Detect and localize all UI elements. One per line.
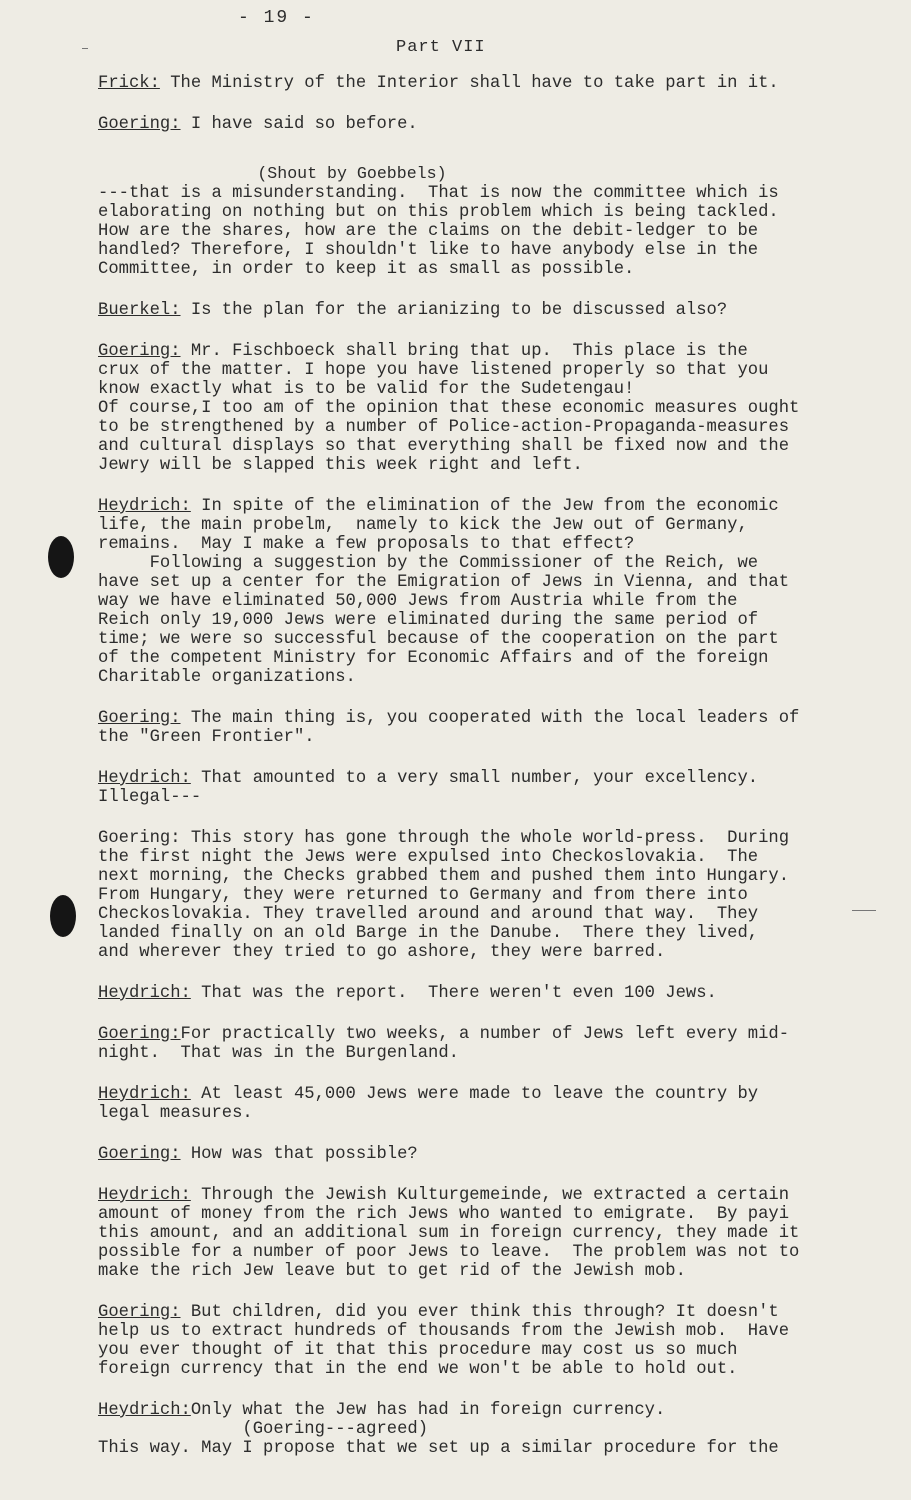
text-line: Jewry will be slapped this week right and left. [98,456,583,475]
speaker-label: Heydrich: [98,497,191,516]
paragraph [98,115,888,134]
text-line: to be strengthened by a number of Police-action-Propaganda-measures [98,418,790,437]
text-line: handled? Therefore, I shouldn't like to have anybody else in the [98,241,759,260]
text-line: But children, did you ever think this through? It doesn't [180,1303,779,1322]
speaker-label: Heydrich: [98,769,191,788]
paragraph [98,1401,888,1458]
paragraph [98,769,888,807]
text-line: the "Green Frontier". [98,728,315,747]
text-line: This way. May I propose that we set up a similar procedure for the [98,1439,779,1458]
text-line: and cultural displays so that everything shall be fixed now and the [98,437,790,456]
text-line: From Hungary, they were returned to Germany and from there into [98,886,748,905]
speaker-label: Heydrich: [98,1186,191,1205]
text-line: amount of money from the rich Jews who wanted to emigrate. By payi [98,1205,790,1224]
text-line: I have said so before. [180,115,418,134]
text-line: elaborating on nothing but on this problem which is being tackled. [98,203,779,222]
text-line: That was the report. There weren't even 100 Jews. [190,984,717,1003]
text-line: For practically two weeks, a number of Jews left every mid- [180,1025,790,1044]
paragraph [98,829,888,962]
text-line: How was that possible? [180,1145,418,1164]
paragraph [98,1186,888,1281]
speaker-label: Buerkel: [98,301,181,320]
speaker-label: Goering: [98,1025,181,1044]
text-line: make the rich Jew leave but to get rid of the Jewish mob. [98,1262,686,1281]
text-line: ---that is a misunderstanding. That is now the committee which is [98,184,779,203]
speaker-label: Goering: [98,115,181,134]
paragraph [98,342,888,475]
text-line: way we have eliminated 50,000 Jews from Austria while from the [98,592,738,611]
text-line: How are the shares, how are the claims on the debit-ledger to be [98,222,759,241]
text-line: Only what the Jew has had in foreign currency. [190,1401,666,1420]
text-line: (Goering---agreed) [98,1420,429,1439]
text-line: crux of the matter. I hope you have listened properly so that you [98,361,769,380]
paragraph [98,497,888,687]
text-line: time; we were so successful because of the cooperation on the part [98,630,779,649]
paragraph [98,1145,888,1164]
text-line: Of course,I too am of the opinion that these economic measures ought [98,399,800,418]
text-line: life, the main probelm, namely to kick the Jew out of Germany, [98,516,748,535]
text-line: Checkoslovakia. They travelled around and around that way. They [98,905,759,924]
text-line: help us to extract hundreds of thousands from the Jewish mob. Have [98,1322,790,1341]
text-line: foreign currency that in the end we won't be able to hold out. [98,1360,738,1379]
text-line: In spite of the elimination of the Jew from the economic [190,497,779,516]
text-line: know exactly what is to be valid for the Sudetengau! [98,380,635,399]
text-line: remains. May I make a few proposals to that effect? [98,535,635,554]
text-line: That amounted to a very small number, your excellency. [190,769,759,788]
transcript-body [98,74,888,1458]
text-line: Committee, in order to keep it as small as possible. [98,260,635,279]
speaker-label: Goering: [98,342,181,361]
text-line: night. That was in the Burgenland. [98,1044,459,1063]
text-line: Mr. Fischboeck shall bring that up. This place is the [180,342,748,361]
speaker-label: Goering: [98,1303,181,1322]
text-line: Goering: This story has gone through the whole world-press. During [98,829,790,848]
text-line: landed finally on an old Barge in the Danube. There they lived, [98,924,759,943]
punch-hole-bottom [50,895,76,937]
text-line: this amount, and an additional sum in foreign currency, they made it [98,1224,800,1243]
text-line: Reich only 19,000 Jews were eliminated during the same period of [98,611,759,630]
text-line: The main thing is, you cooperated with the local leaders of [180,709,800,728]
paragraph [98,1085,888,1123]
page-number: - 19 - [238,8,315,28]
speaker-label: Goering: [98,709,181,728]
paragraph [98,1303,888,1379]
stage-direction: (Shout by Goebbels) [98,164,447,183]
speaker-label: Heydrich: [98,1401,191,1420]
text-line: Following a suggestion by the Commissioner of the Reich, we [98,554,759,573]
text-line: next morning, the Checks grabbed them and pushed them into Hungary. [98,867,790,886]
text-line: and wherever they tried to go ashore, they were barred. [98,943,666,962]
paragraph [98,709,888,747]
text-line: you ever thought of it that this procedure may cost us so much [98,1341,738,1360]
text-line: Is the plan for the arianizing to be discussed also? [180,301,728,320]
text-line: Charitable organizations. [98,668,356,687]
text-line: At least 45,000 Jews were made to leave the country by [190,1085,759,1104]
punch-hole-top [48,536,74,578]
margin-mark [82,48,88,49]
text-line: the first night the Jews were expulsed into Checkoslovakia. The [98,848,759,867]
speaker-label: Goering: [98,1145,181,1164]
paragraph [98,984,888,1003]
paragraph [98,74,888,93]
speaker-label: Heydrich: [98,1085,191,1104]
text-line: The Ministry of the Interior shall have to take part in it. [159,74,779,93]
text-line: legal measures. [98,1104,253,1123]
paragraph [98,1025,888,1063]
text-line: Through the Jewish Kulturgemeinde, we extracted a certain [190,1186,790,1205]
paragraph [98,164,888,279]
section-heading: Part VII [396,38,486,57]
text-line: Illegal--- [98,788,202,807]
speaker-label: Frick: [98,74,160,93]
text-line: of the competent Ministry for Economic Affairs and of the foreign [98,649,769,668]
speaker-label: Heydrich: [98,984,191,1003]
paragraph [98,301,888,320]
text-line: have set up a center for the Emigration of Jews in Vienna, and that [98,573,790,592]
text-line: possible for a number of poor Jews to leave. The problem was not to [98,1243,800,1262]
